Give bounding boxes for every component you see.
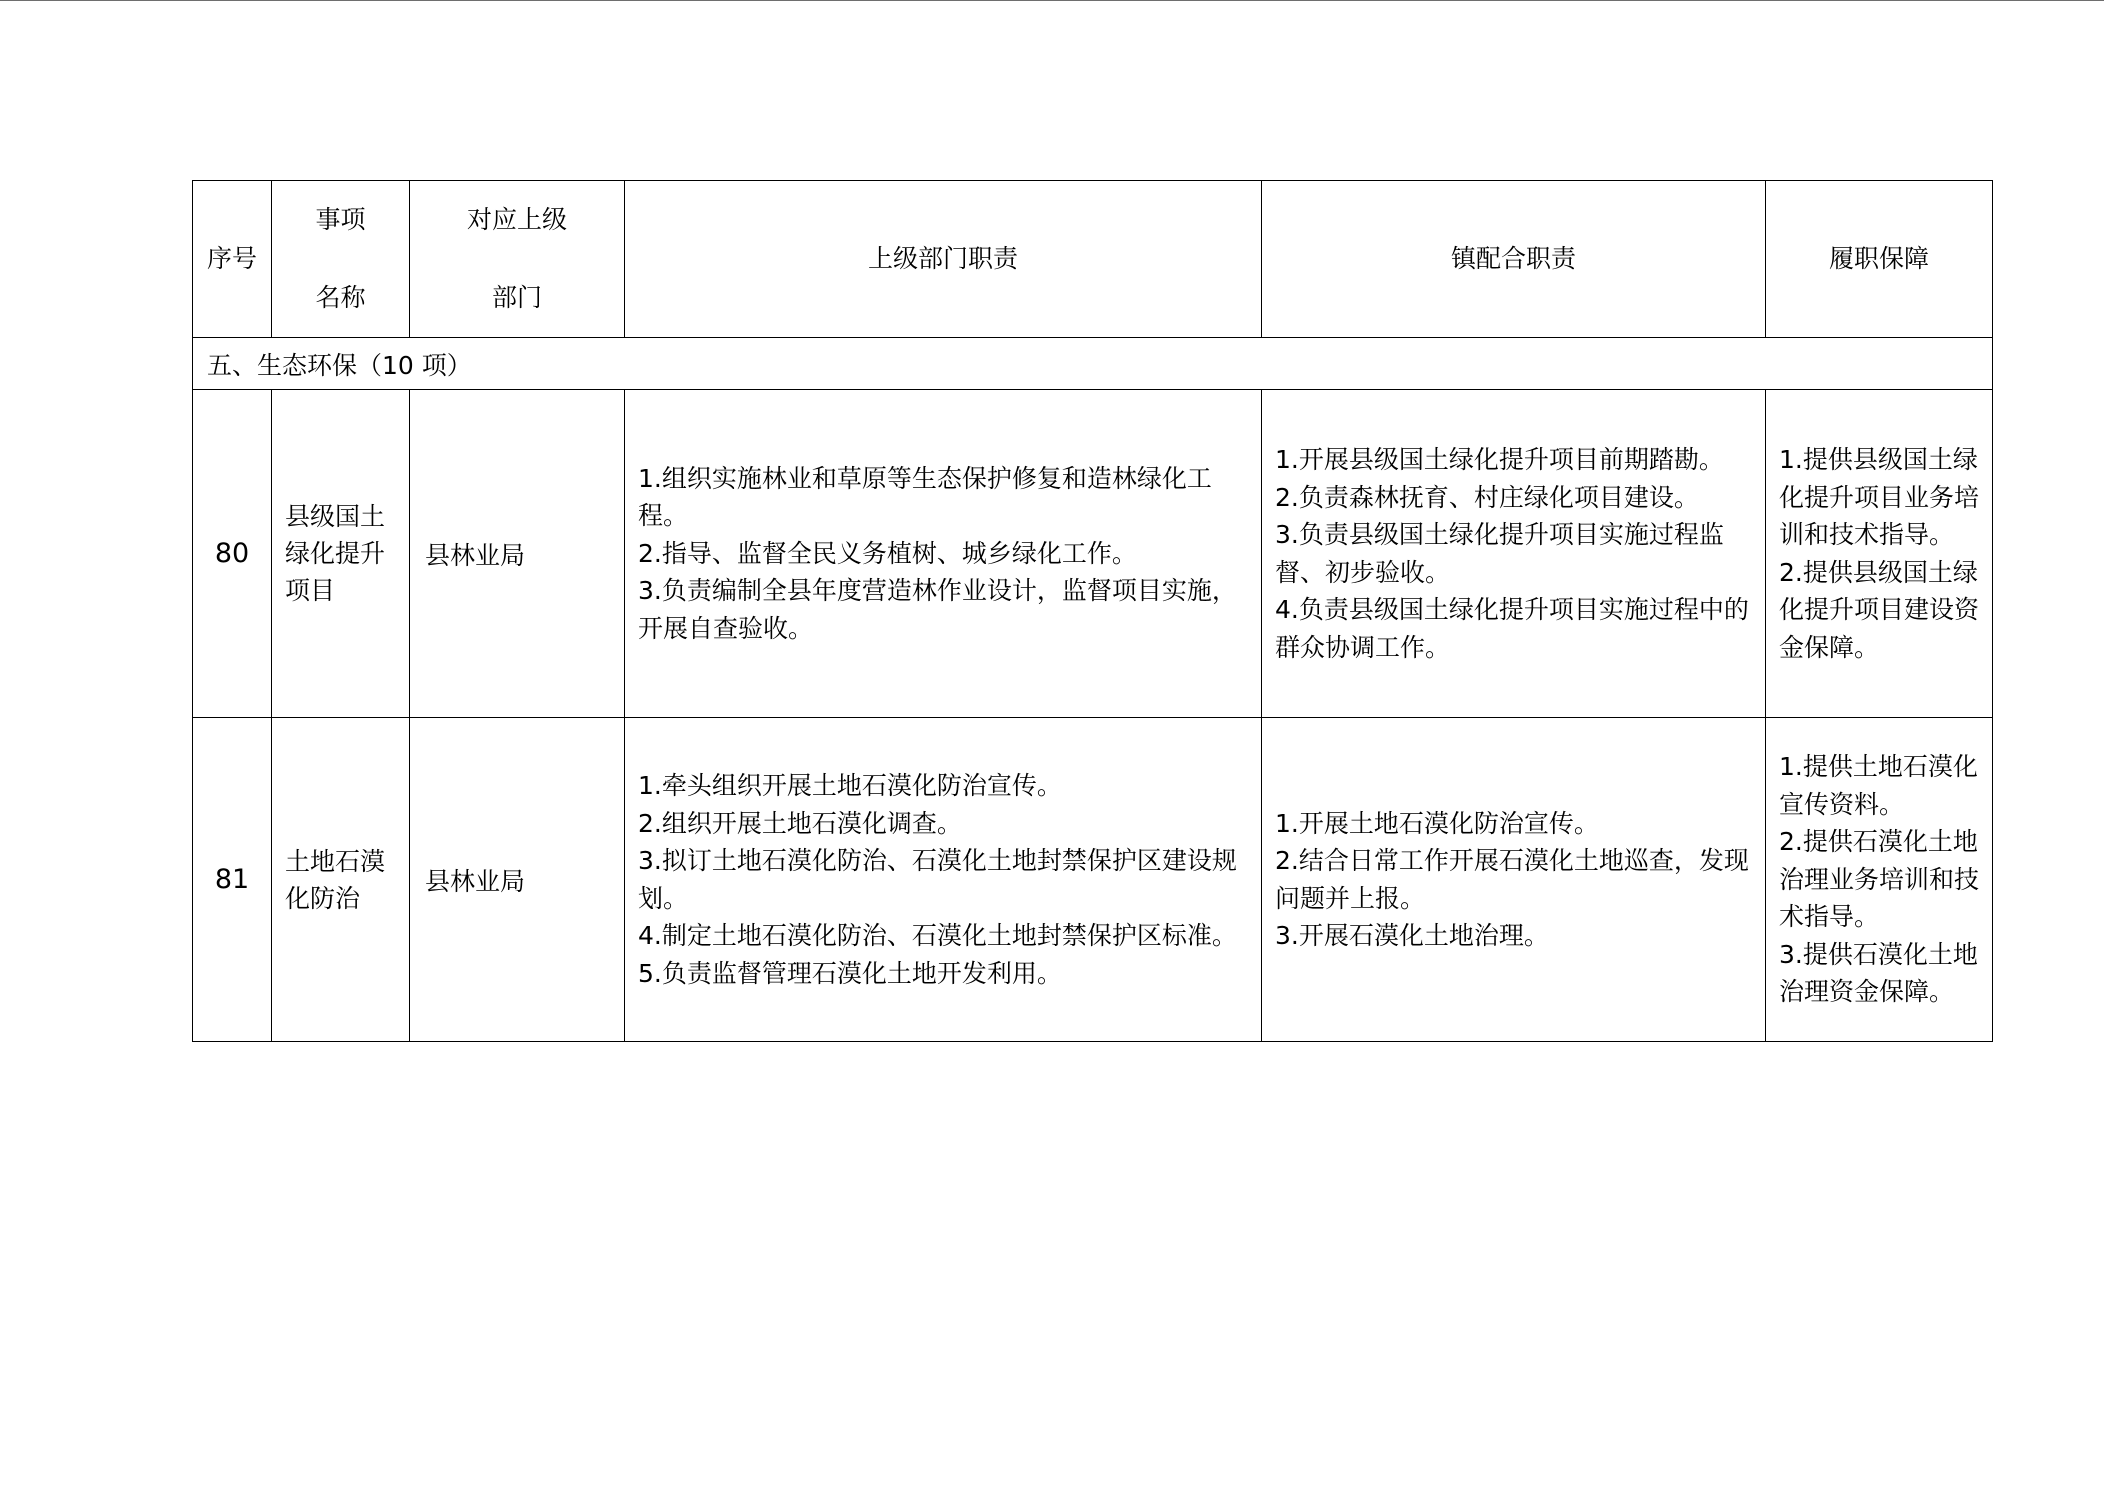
row-town-duties xyxy=(1262,718,1766,1042)
header-superior-duty: 上级部门职责 xyxy=(625,181,1262,338)
superior-duty-item: 1.牵头组织开展土地石漠化防治宣传。 xyxy=(638,771,1062,800)
row-superior-duties xyxy=(625,718,1262,1042)
header-item-name-line2: 名称 xyxy=(315,283,366,312)
town-duty-item: 2.负责森林抚育、村庄绿化项目建设。 xyxy=(1275,482,1699,512)
town-duty-item: 3.开展石漠化土地治理。 xyxy=(1275,921,1549,950)
row-guarantees xyxy=(1766,390,1993,718)
town-duty-item: 1.开展县级国土绿化提升项目前期踏勘。 xyxy=(1275,445,1724,474)
row-town-duties xyxy=(1262,390,1766,718)
row-seq: 81 xyxy=(193,718,272,1042)
row-seq: 80 xyxy=(193,390,272,718)
header-town-duty: 镇配合职责 xyxy=(1262,181,1766,338)
responsibility-table xyxy=(192,180,1993,1042)
guarantee-item: 1.提供土地石漠化宣传资料。 xyxy=(1779,752,1978,819)
row-guarantees xyxy=(1766,718,1993,1042)
town-duty-item: 3.负责县级国土绿化提升项目实施过程监督、初步验收。 xyxy=(1275,520,1724,587)
guarantee-item: 3.提供石漠化土地治理资金保障。 xyxy=(1779,939,1978,1007)
header-item-name xyxy=(272,181,410,338)
superior-duty-item: 4.制定土地石漠化防治、石漠化土地封禁保护区标准。 xyxy=(638,921,1237,950)
header-superior-dept-line2: 部门 xyxy=(491,283,542,312)
section-title: 五、生态环保（10 项） xyxy=(193,338,1993,390)
section-row xyxy=(193,338,1993,390)
superior-duty-item: 5.负责监督管理石漠化土地开发利用。 xyxy=(638,958,1062,988)
row-item-name: 县级国土绿化提升项目 xyxy=(272,390,410,718)
row-item-name: 土地石漠化防治 xyxy=(272,718,410,1042)
table-row xyxy=(193,718,1993,1042)
row-superior-dept: 县林业局 xyxy=(410,390,625,718)
town-duty-item: 2.结合日常工作开展石漠化土地巡查，发现问题并上报。 xyxy=(1275,846,1749,913)
table-header-row xyxy=(193,181,1993,338)
superior-duty-item: 3.负责编制全县年度营造林作业设计，监督项目实施，开展自查验收。 xyxy=(638,576,1237,643)
town-duty-item: 1.开展土地石漠化防治宣传。 xyxy=(1275,808,1599,838)
guarantee-item: 1.提供县级国土绿化提升项目业务培训和技术指导。 xyxy=(1779,445,1980,549)
header-superior-dept xyxy=(410,181,625,338)
table-row xyxy=(193,390,1993,718)
guarantee-item: 2.提供县级国土绿化提升项目建设资金保障。 xyxy=(1779,557,1980,662)
header-seq: 序号 xyxy=(193,181,272,338)
row-superior-duties xyxy=(625,390,1262,718)
header-superior-dept-line1: 对应上级 xyxy=(466,205,567,234)
header-guarantee: 履职保障 xyxy=(1766,181,1993,338)
superior-duty-item: 3.拟订土地石漠化防治、石漠化土地封禁保护区建设规划。 xyxy=(638,846,1237,913)
header-item-name-line1: 事项 xyxy=(315,205,366,234)
page-top-rule xyxy=(0,0,2104,1)
superior-duty-item: 2.组织开展土地石漠化调查。 xyxy=(638,808,962,838)
superior-duty-item: 1.组织实施林业和草原等生态保护修复和造林绿化工程。 xyxy=(638,463,1212,531)
guarantee-item: 2.提供石漠化土地治理业务培训和技术指导。 xyxy=(1779,827,1980,932)
town-duty-item: 4.负责县级国土绿化提升项目实施过程中的群众协调工作。 xyxy=(1275,595,1749,662)
row-superior-dept: 县林业局 xyxy=(410,718,625,1042)
superior-duty-item: 2.指导、监督全民义务植树、城乡绿化工作。 xyxy=(638,538,1137,568)
